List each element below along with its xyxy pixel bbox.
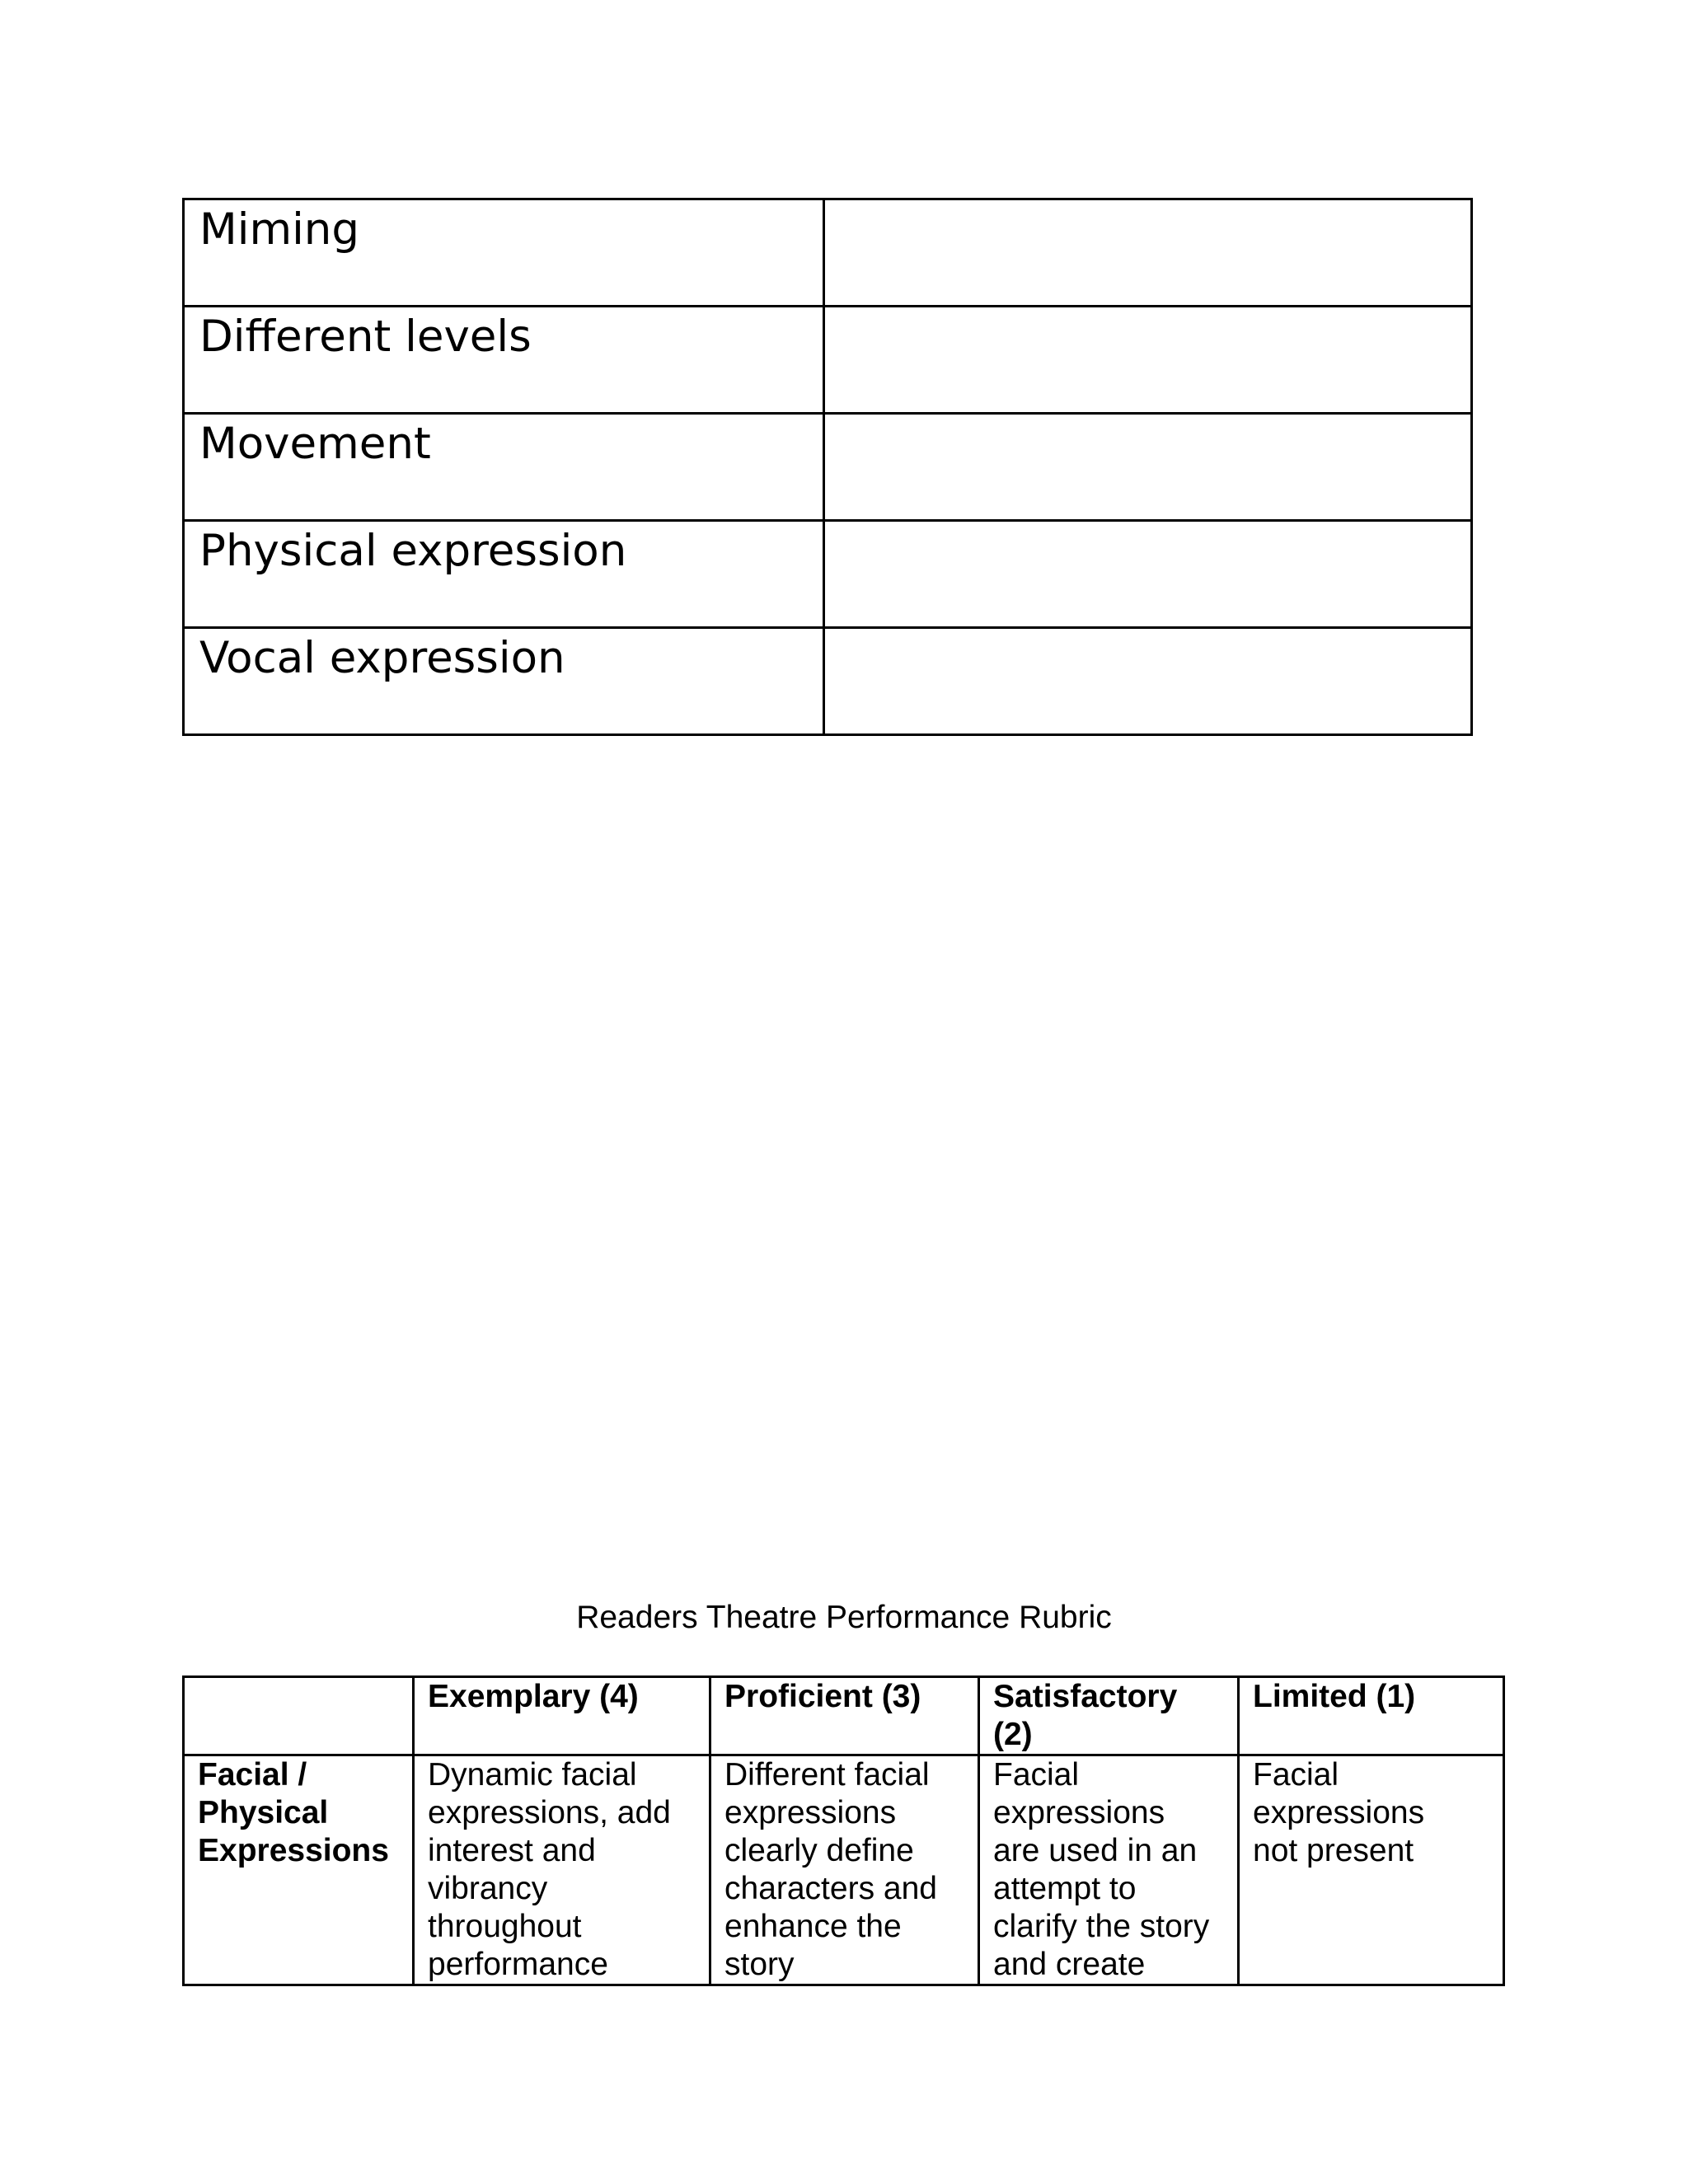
skill-entry-cell[interactable] xyxy=(824,521,1472,628)
skill-label: Vocal expression xyxy=(199,633,565,683)
skill-label: Movement xyxy=(199,419,431,469)
rubric-header-limited: Limited (1) xyxy=(1239,1677,1504,1755)
rubric-criterion: Facial / Physical Expressions xyxy=(184,1755,414,1985)
skill-entry-cell[interactable] xyxy=(824,307,1472,414)
skill-label: Different levels xyxy=(199,312,532,362)
rubric-cell-satisfactory: Facial expressions are used in an attempt to clarify the story and create xyxy=(979,1755,1239,1985)
skill-entry-cell[interactable] xyxy=(824,199,1472,307)
rubric-cell-proficient: Different facial expressions clearly define characters and enhance the story xyxy=(710,1755,979,1985)
rubric-header-satisfactory: Satisfactory (2) xyxy=(979,1677,1239,1755)
rubric-cell-exemplary: Dynamic facial expressions, add interest and vibrancy throughout performance xyxy=(414,1755,710,1985)
table-row xyxy=(184,521,1472,628)
skill-label-cell xyxy=(184,521,824,628)
table-row xyxy=(184,414,1472,521)
skill-label-cell xyxy=(184,199,824,307)
table-row xyxy=(184,199,1472,307)
rubric-header-exemplary: Exemplary (4) xyxy=(414,1677,710,1755)
skill-label: Physical expression xyxy=(199,526,627,576)
table-row xyxy=(184,307,1472,414)
skill-label-cell xyxy=(184,628,824,735)
skill-label-cell xyxy=(184,307,824,414)
skill-entry-cell[interactable] xyxy=(824,414,1472,521)
rubric-table xyxy=(182,1675,1505,1986)
skill-label: Miming xyxy=(199,204,360,255)
rubric-header-proficient: Proficient (3) xyxy=(710,1677,979,1755)
rubric-header-blank xyxy=(184,1677,414,1755)
rubric-title: Readers Theatre Performance Rubric xyxy=(576,1600,1112,1635)
rubric-row xyxy=(184,1755,1504,1985)
rubric-header-row xyxy=(184,1677,1504,1755)
skill-label-cell xyxy=(184,414,824,521)
table-row xyxy=(184,628,1472,735)
skill-entry-cell[interactable] xyxy=(824,628,1472,735)
rubric-cell-limited: Facial expressions not present xyxy=(1239,1755,1504,1985)
skills-checklist-table xyxy=(182,198,1473,736)
